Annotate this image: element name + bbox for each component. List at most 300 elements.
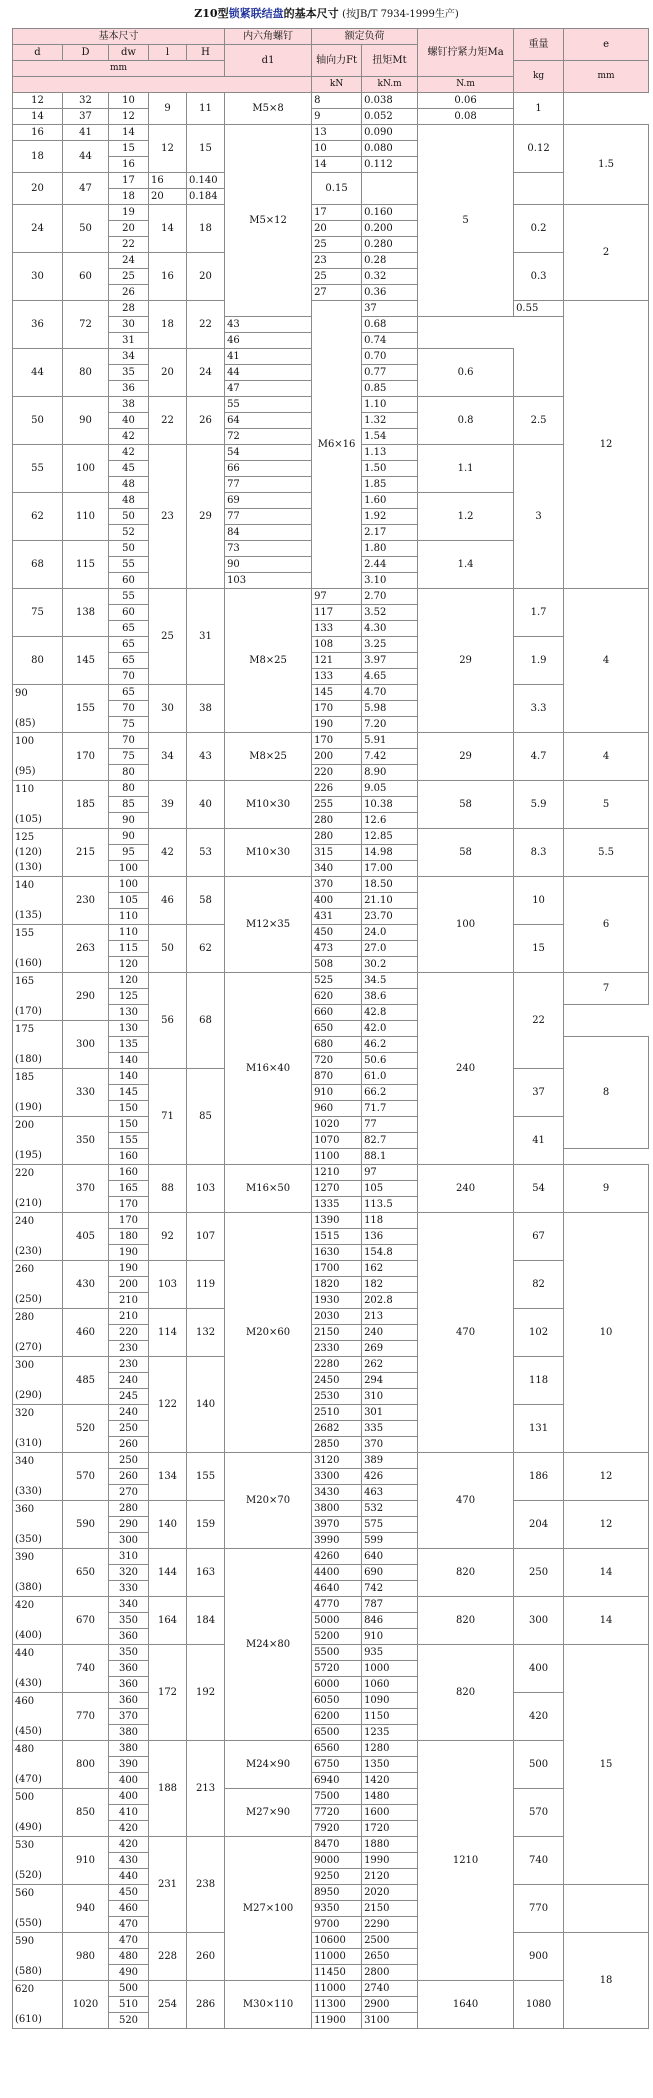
cell-l: 228 [149,1933,187,1981]
table-row [13,1741,649,1757]
cell-dw: 60 [109,573,149,589]
cell-D: 430 [63,1261,109,1309]
cell-screw-torque: 100 [418,877,514,973]
cell-H: 103 [187,1165,225,1213]
cell-H: 15 [187,125,225,173]
cell-torque: 1280 [362,1741,418,1757]
cell-weight: 1.4 [418,541,514,589]
cell-axial-force: 117 [312,605,362,621]
cell-d [13,1405,63,1453]
cell-axial-force: 72 [225,429,312,445]
cell-l: 254 [149,1981,187,2029]
cell-torque: 310 [362,1389,418,1405]
cell-torque: 82.7 [362,1133,418,1149]
d-alt-value: (135) [15,910,42,921]
cell-e: 1.5 [564,125,649,205]
cell-dw: 320 [109,1565,149,1581]
cell-D: 770 [63,1693,109,1741]
cell-D: 185 [63,781,109,829]
cell-dw: 350 [109,1613,149,1629]
cell-H: 68 [187,973,225,1069]
d-alt-value: (105) [15,814,42,825]
title-product-link[interactable]: 锁紧联结盘 [228,7,284,20]
cell-torque: 1000 [362,1661,418,1677]
cell-dw: 100 [109,861,149,877]
cell-axial-force: 73 [225,541,312,557]
spec-table-body [13,29,649,2029]
cell-axial-force: 77 [225,477,312,493]
cell-axial-force: 37 [362,301,418,317]
title-standard: (按JB/T 7934-1999生产) [342,9,459,20]
d-value: 390 [15,1552,35,1563]
cell-dw: 260 [109,1469,149,1485]
cell-dw: 140 [109,1053,149,1069]
table-row [13,1981,649,1997]
d-value: 620 [15,1984,35,1995]
cell-axial-force: 8470 [312,1837,362,1853]
cell-axial-force: 64 [225,413,312,429]
cell-dw: 65 [109,621,149,637]
cell-torque: 846 [362,1613,418,1629]
d-alt-value: (210) [15,1198,42,1209]
cell-H: 85 [187,1069,225,1165]
cell-axial-force: 6500 [312,1725,362,1741]
cell-axial-force: 1930 [312,1293,362,1309]
cell-torque: 0.77 [362,365,418,381]
cell-D: 170 [63,733,109,781]
table-row [13,733,649,749]
cell-torque: 3.52 [362,605,418,621]
cell-dw: 120 [109,973,149,989]
header-H: H [187,45,225,61]
cell-axial-force: 9000 [312,1853,362,1869]
cell-torque: 2650 [362,1949,418,1965]
cell-axial-force: 41 [225,349,312,365]
header-unit-kN: kN [312,77,362,93]
cell-torque: 46.2 [362,1037,418,1053]
cell-dw: 42 [109,445,149,461]
cell-axial-force: 370 [312,877,362,893]
cell-dw: 180 [109,1229,149,1245]
cell-H: 192 [187,1645,225,1741]
cell-torque: 71.7 [362,1101,418,1117]
cell-d [13,733,63,781]
cell-dw: 380 [109,1741,149,1757]
cell-torque: 2500 [362,1933,418,1949]
cell-dw: 240 [109,1373,149,1389]
cell-axial-force: 1020 [312,1117,362,1133]
d-value: 500 [15,1792,35,1803]
cell-axial-force: 5200 [312,1629,362,1645]
cell-weight: 0.08 [418,109,514,125]
cell-axial-force: 620 [312,989,362,1005]
cell-axial-force: 77 [225,509,312,525]
cell-d: 12 [13,93,63,109]
cell-axial-force: 25 [312,237,362,253]
cell-D: 80 [63,349,109,397]
cell-screw: M8×25 [225,589,312,733]
cell-dw: 130 [109,1005,149,1021]
cell-l: 140 [149,1501,187,1549]
cell-l: 25 [149,589,187,685]
cell-torque: 0.090 [362,125,418,141]
cell-weight: 900 [514,1933,564,1981]
cell-e: 4 [564,589,649,733]
header-rated-load: 额定负荷 [312,29,418,45]
d-value: 100 [15,736,35,747]
cell-l: 23 [149,445,187,589]
cell-dw: 80 [109,765,149,781]
cell-H: 119 [187,1261,225,1309]
cell-torque: 1420 [362,1773,418,1789]
d-value: 110 [15,784,35,795]
cell-dw: 125 [109,989,149,1005]
cell-axial-force: 121 [312,653,362,669]
cell-weight: 1080 [514,1981,564,2029]
cell-screw: M16×50 [225,1165,312,1213]
cell-screw-torque: 470 [418,1213,514,1453]
cell-D: 350 [63,1117,109,1165]
cell-dw: 510 [109,1997,149,2013]
cell-axial-force: 4260 [312,1549,362,1565]
d-alt-value: (430) [15,1678,42,1689]
cell-D: 290 [63,973,109,1021]
header-axial-force: 轴向力Ft [312,45,362,77]
cell-d [13,1597,63,1645]
cell-torque: 0.052 [362,109,418,125]
cell-torque: 23.70 [362,909,418,925]
cell-D: 60 [63,253,109,301]
cell-torque: 7.42 [362,749,418,765]
cell-torque: 240 [362,1325,418,1341]
cell-axial-force: 170 [312,733,362,749]
cell-e: 2.5 [514,397,564,445]
cell-torque: 1.32 [362,413,418,429]
d-value: 140 [15,880,35,891]
cell-torque: 370 [362,1437,418,1453]
cell-weight: 4.7 [514,733,564,781]
cell-dw: 55 [109,557,149,573]
cell-d: 68 [13,541,63,589]
cell-weight: 0.6 [418,349,514,397]
cell-axial-force: 170 [312,701,362,717]
cell-torque: 463 [362,1485,418,1501]
cell-dw: 15 [109,141,149,157]
cell-dw: 160 [109,1149,149,1165]
d-alt-value: (270) [15,1342,42,1353]
cell-d [13,1021,63,1069]
cell-torque: 154.8 [362,1245,418,1261]
cell-axial-force: 226 [312,781,362,797]
cell-weight: 8.3 [514,829,564,877]
cell-axial-force: 960 [312,1101,362,1117]
cell-axial-force: 1210 [312,1165,362,1181]
cell-dw: 210 [109,1309,149,1325]
cell-torque: 0.280 [362,237,418,253]
cell-weight: 300 [514,1597,564,1645]
cell-screw-torque: 58 [418,781,514,829]
cell-screw-torque: 29 [418,589,514,733]
cell-axial-force: 1820 [312,1277,362,1293]
cell-dw: 26 [109,285,149,301]
cell-l: 103 [149,1261,187,1309]
cell-axial-force: 23 [312,253,362,269]
d-alt-value: (290) [15,1390,42,1401]
title-model: Z10型 [194,7,229,20]
cell-axial-force: 9 [312,109,362,125]
cell-dw: 150 [109,1101,149,1117]
cell-torque: 1600 [362,1805,418,1821]
d-alt-value: (250) [15,1294,42,1305]
cell-e: 15 [564,1645,649,1885]
cell-weight: 204 [514,1501,564,1549]
cell-d [13,1357,63,1405]
cell-torque: 182 [362,1277,418,1293]
d-value: 590 [15,1936,35,1947]
cell-axial-force: 7920 [312,1821,362,1837]
cell-H: 132 [187,1309,225,1357]
cell-torque: 0.28 [362,253,418,269]
cell-torque: 2.44 [362,557,418,573]
cell-screw-torque: 820 [418,1597,514,1645]
cell-screw: M6×16 [312,301,362,589]
cell-dw: 470 [109,1933,149,1949]
cell-dw: 110 [109,925,149,941]
cell-torque: 1.50 [362,461,418,477]
cell-weight: 0.8 [418,397,514,445]
cell-axial-force: 11000 [312,1981,362,1997]
cell-torque: 1.13 [362,445,418,461]
d-alt-value: (310) [15,1438,42,1449]
cell-screw: M8×25 [225,733,312,781]
cell-weight: 37 [514,1069,564,1117]
cell-H: 62 [187,925,225,973]
cell-D: 230 [63,877,109,925]
cell-d [13,1837,63,1885]
cell-dw: 165 [109,1181,149,1197]
d-alt-value: (170) [15,1006,42,1017]
cell-d: 62 [13,493,63,541]
cell-torque: 12.85 [362,829,418,845]
cell-screw: M27×90 [225,1789,312,1837]
cell-l: 164 [149,1597,187,1645]
cell-e: 5 [564,781,649,829]
d-value: 155 [15,928,35,939]
cell-dw: 55 [109,589,149,605]
cell-axial-force: 54 [225,445,312,461]
cell-axial-force: 1630 [312,1245,362,1261]
cell-l: 18 [149,301,187,349]
cell-D: 138 [63,589,109,637]
d-value: 175 [15,1024,35,1035]
d-value: 200 [15,1120,35,1131]
cell-l: 30 [149,685,187,733]
cell-D: 1020 [63,1981,109,2029]
cell-axial-force: 508 [312,957,362,973]
table-row [13,125,649,141]
cell-d: 24 [13,205,63,253]
table-row [13,1501,649,1517]
cell-dw: 17 [109,173,149,189]
cell-dw: 130 [109,1021,149,1037]
cell-axial-force: 11900 [312,2013,362,2029]
d-alt-value: (350) [15,1534,42,1545]
cell-dw: 190 [109,1245,149,1261]
cell-axial-force: 2450 [312,1373,362,1389]
cell-torque: 136 [362,1229,418,1245]
cell-axial-force: 2280 [312,1357,362,1373]
cell-weight: 54 [514,1165,564,1213]
cell-axial-force: 66 [225,461,312,477]
cell-D: 370 [63,1165,109,1213]
cell-D: 460 [63,1309,109,1357]
cell-axial-force: 2530 [312,1389,362,1405]
cell-d [13,1933,63,1981]
cell-D: 115 [63,541,109,589]
cell-H: 213 [187,1741,225,1837]
cell-d [13,1165,63,1213]
cell-dw: 31 [109,333,149,349]
cell-dw: 360 [109,1693,149,1709]
cell-axial-force: 4770 [312,1597,362,1613]
cell-D: 145 [63,637,109,685]
cell-d [13,781,63,829]
cell-axial-force: 4400 [312,1565,362,1581]
d-alt-value: (580) [15,1966,42,1977]
cell-l: 22 [149,397,187,445]
cell-dw: 290 [109,1517,149,1533]
cell-dw: 150 [109,1117,149,1133]
d-alt-value: (610) [15,2014,42,2025]
cell-screw-torque: 820 [418,1645,514,1741]
cell-screw-torque: 820 [418,1549,514,1597]
header-d1: d1 [225,45,312,77]
d-value: 480 [15,1744,35,1755]
header-d: d [13,45,63,61]
cell-H: 29 [187,445,225,589]
header-basic-dimensions: 基本尺寸 [13,29,225,45]
cell-dw: 24 [109,253,149,269]
cell-dw: 20 [109,221,149,237]
cell-dw: 270 [109,1485,149,1501]
cell-H: 238 [187,1837,225,1933]
d-value: 125 [15,832,35,843]
d-value: 340 [15,1456,35,1467]
cell-d [13,1453,63,1501]
d-alt-value: (180) [15,1054,42,1065]
cell-dw: 170 [109,1197,149,1213]
cell-screw: M10×30 [225,829,312,877]
header-dw: dw [109,45,149,61]
d-alt-value: (120) [15,847,42,858]
table-row [13,93,649,109]
cell-torque: 1880 [362,1837,418,1853]
cell-weight: 0.15 [312,173,362,205]
cell-H: 260 [187,1933,225,1981]
cell-axial-force: 2850 [312,1437,362,1453]
cell-dw: 160 [109,1165,149,1181]
cell-weight: 0.12 [514,125,564,173]
d-value: 300 [15,1360,35,1371]
cell-H: 31 [187,589,225,685]
d-value: 420 [15,1600,35,1611]
cell-torque: 105 [362,1181,418,1197]
cell-dw: 460 [109,1901,149,1917]
cell-d [13,1069,63,1117]
cell-torque: 0.140 [187,173,225,189]
cell-dw: 220 [109,1325,149,1341]
cell-weight: 420 [514,1693,564,1741]
cell-d: 80 [13,637,63,685]
cell-D: 980 [63,1933,109,1981]
cell-torque: 0.74 [362,333,418,349]
cell-torque: 27.0 [362,941,418,957]
cell-dw: 280 [109,1501,149,1517]
cell-H: 159 [187,1501,225,1549]
cell-H: 286 [187,1981,225,2029]
cell-screw: M10×30 [225,781,312,829]
cell-torque: 8.90 [362,765,418,781]
cell-screw: M24×80 [225,1549,312,1741]
cell-D: 47 [63,173,109,205]
cell-weight: 740 [514,1837,564,1885]
cell-torque: 9.05 [362,781,418,797]
cell-l: 12 [149,125,187,173]
cell-torque: 213 [362,1309,418,1325]
cell-H: 163 [187,1549,225,1597]
cell-axial-force: 108 [312,637,362,653]
table-row [13,781,649,797]
cell-torque: 61.0 [362,1069,418,1085]
cell-dw: 360 [109,1629,149,1645]
cell-torque: 42.8 [362,1005,418,1021]
cell-axial-force: 11000 [312,1949,362,1965]
cell-screw-torque: 1210 [418,1741,514,1981]
cell-axial-force: 473 [312,941,362,957]
cell-d [13,685,63,733]
cell-torque: 2.17 [362,525,418,541]
table-row [13,973,649,989]
cell-torque: 3.97 [362,653,418,669]
cell-d [13,1501,63,1549]
cell-D: 215 [63,829,109,877]
cell-torque: 389 [362,1453,418,1469]
table-row [13,877,649,893]
cell-H: 40 [187,781,225,829]
cell-axial-force: 200 [312,749,362,765]
cell-dw: 135 [109,1037,149,1053]
cell-axial-force: 2030 [312,1309,362,1325]
cell-dw: 48 [109,493,149,509]
cell-d: 55 [13,445,63,493]
cell-torque: 202.8 [362,1293,418,1309]
cell-axial-force: 2150 [312,1325,362,1341]
cell-torque: 935 [362,1645,418,1661]
cell-d [13,1789,63,1837]
cell-torque: 2120 [362,1869,418,1885]
cell-axial-force: 27 [312,285,362,301]
cell-torque: 742 [362,1581,418,1597]
cell-axial-force: 13 [312,125,362,141]
cell-torque: 0.160 [362,205,418,221]
cell-torque: 3.25 [362,637,418,653]
cell-torque: 17.00 [362,861,418,877]
cell-axial-force: 650 [312,1021,362,1037]
cell-dw: 410 [109,1805,149,1821]
cell-axial-force: 450 [312,925,362,941]
cell-dw: 52 [109,525,149,541]
cell-H: 184 [187,1597,225,1645]
